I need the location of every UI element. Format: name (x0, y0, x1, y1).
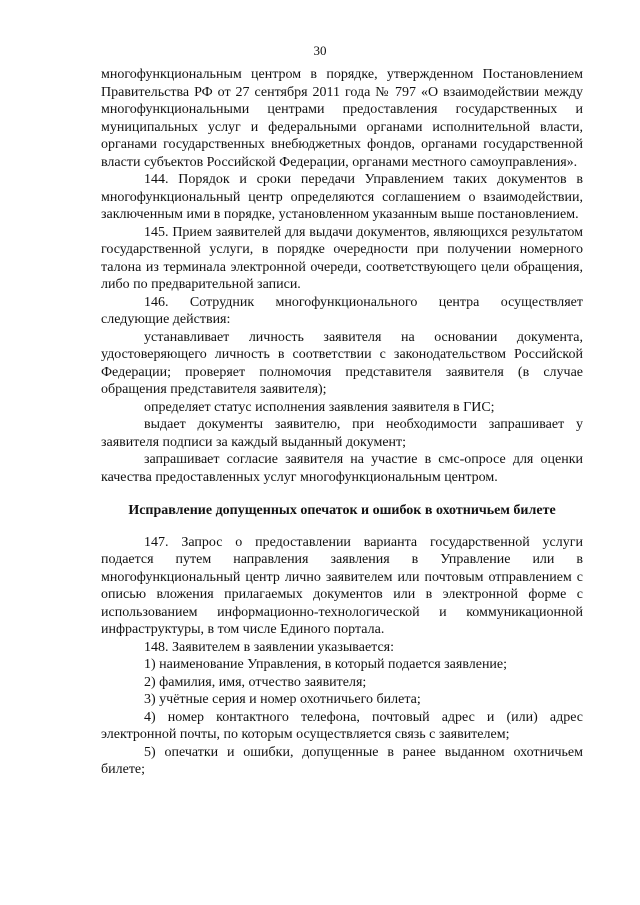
list-item: 3) учётные серия и номер охотничьего билета; (144, 692, 421, 707)
page-number: 30 (313, 43, 327, 58)
document-body (101, 66, 583, 779)
paragraph-144: 144. Порядок и сроки передачи Управлением таких документов в многофункциональный центр определяются соглашением о взаимодействии, заключенным ими в порядке, установленном указанным выше постановлением. (101, 172, 583, 222)
paragraph-147: 147. Запрос о предоставлении варианта государственной услуги подается путем направления заявления в Управление или в многофункциональный центр лично заявителем или почтовым отправлением с описью вложения прилагаемых документов или в электронной форме с использованием информационно-технологической и коммуникационной инфраструктуры, в том числе Единого портала. (101, 534, 583, 637)
paragraph-continuation: многофункциональным центром в порядке, утвержденном Постановлением Правительства РФ от 27 сентября 2011 года № 797 «О взаимодействии между многофункциональными центрами предоставления государственных и муниципальных услуг и федеральными органами исполнительной власти, органами государственных внебюджетных фондов, органами государственной власти субъектов Российской Федерации, органами местного самоуправления». (101, 67, 583, 170)
list-item: 1) наименование Управления, в который подается заявление; (144, 657, 508, 672)
action-item: запрашивает согласие заявителя на участие в смс-опросе для оценки качества предоставленных услуг многофункциональным центром. (101, 452, 583, 485)
action-item: выдает документы заявителю, при необходимости запрашивает у заявителя подписи за каждый выданный документ; (101, 417, 583, 450)
section-heading: Исправление допущенных опечаток и ошибок в охотничьем билете (128, 503, 556, 518)
action-item: определяет статус исполнения заявления заявителя в ГИС; (144, 399, 495, 415)
paragraph-146: 146. Сотрудник многофункционального центра осуществляет следующие действия: (101, 294, 583, 327)
paragraph-145: 145. Прием заявителей для выдачи документов, являющихся результатом государственной услуги, в порядке очередности при получении номерного талона из терминала электронной очереди, соответствующего цели обращения, либо по предварительной записи. (101, 224, 583, 292)
action-item: устанавливает личность заявителя на основании документа, удостоверяющего личность в соответствии с законодательством Российской Федерации; проверяет полномочия представителя заявителя (в случае обращения представителя заявителя); (101, 329, 583, 397)
list-item: 5) опечатки и ошибки, допущенные в ранее выданном охотничьем билете; (101, 744, 583, 777)
list-item: 4) номер контактного телефона, почтовый адрес и (или) адрес электронной почты, по которым осуществляется связь с заявителем; (101, 709, 583, 742)
paragraph-148: 148. Заявителем в заявлении указывается: (144, 639, 394, 655)
list-item: 2) фамилия, имя, отчество заявителя; (144, 674, 367, 690)
